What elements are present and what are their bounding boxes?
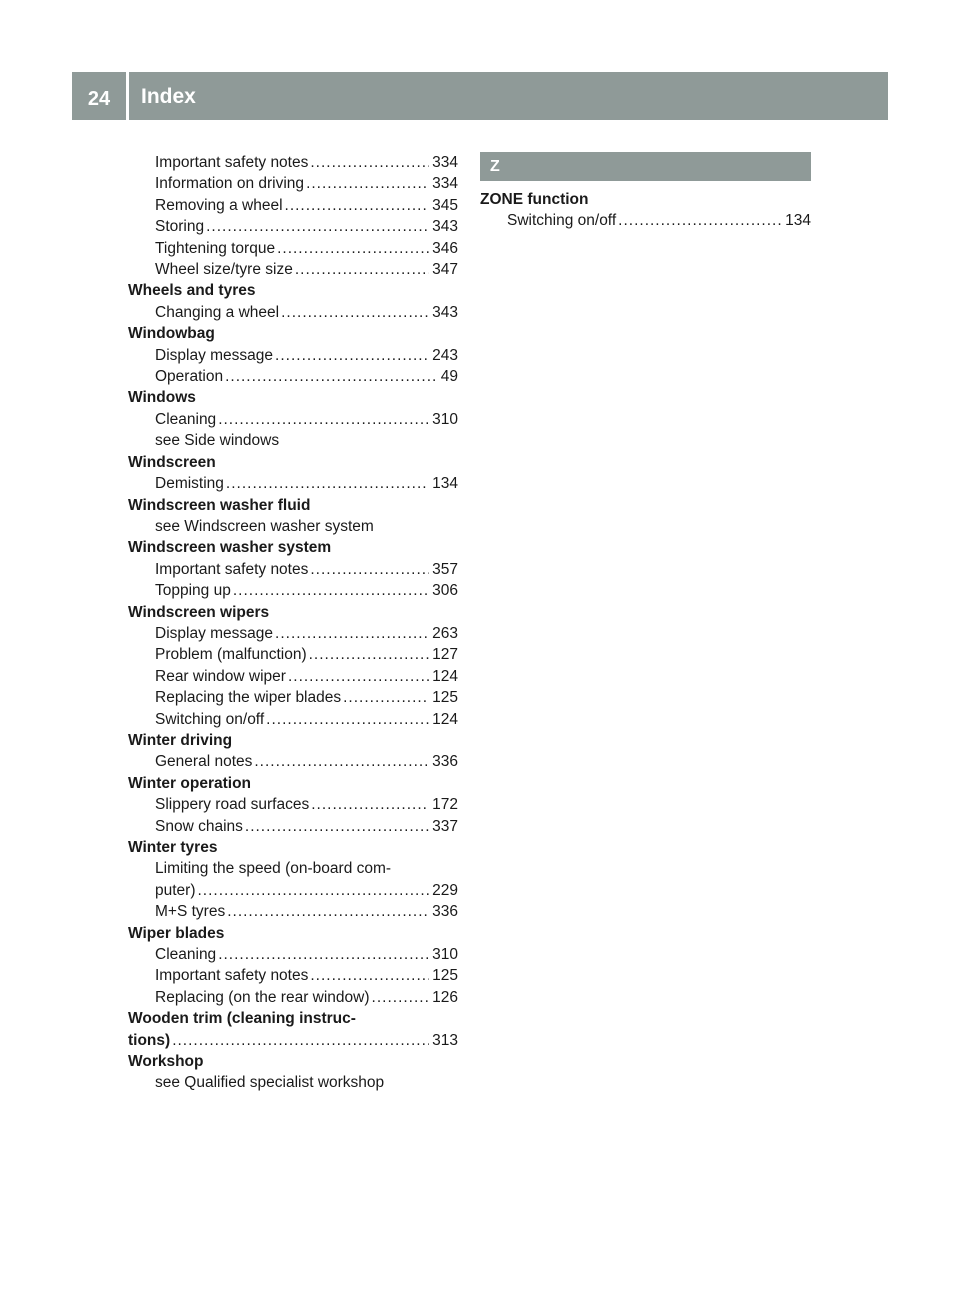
entry-label: Changing a wheel: [155, 303, 280, 321]
index-entry: [128, 409, 458, 430]
index-entry: [128, 473, 458, 494]
page-reference: 306: [432, 582, 458, 600]
entry-label: Rear window wiper: [155, 667, 286, 685]
page-reference: 343: [432, 218, 458, 236]
index-heading: Windscreen washer system: [128, 539, 332, 557]
dot-leader: [277, 238, 429, 259]
dot-leader: [288, 666, 429, 687]
dot-leader: [281, 302, 429, 323]
entry-label: Switching on/off: [507, 212, 617, 230]
index-entry: [128, 644, 458, 665]
index-entry: [128, 559, 458, 580]
dot-leader: [343, 687, 429, 708]
entry-label: Information on driving: [155, 175, 305, 193]
index-entry: [128, 238, 458, 259]
entry-label: puter): [155, 881, 196, 899]
dot-leader: [218, 944, 429, 965]
dot-leader: [233, 580, 429, 601]
index-entry: [128, 366, 458, 387]
entry-label: Operation: [155, 368, 224, 386]
page-reference: 229: [432, 881, 458, 899]
letter-heading-z: Z: [480, 152, 811, 181]
page-reference: 134: [432, 475, 458, 493]
index-heading: Wheels and tyres: [128, 282, 256, 300]
entry-label: Cleaning: [155, 410, 217, 428]
index-heading: Windscreen wipers: [128, 603, 270, 621]
dot-leader: [226, 473, 429, 494]
dot-leader: [372, 987, 430, 1008]
entry-label: Removing a wheel: [155, 196, 283, 214]
dot-leader: [218, 409, 429, 430]
index-entry: [128, 901, 458, 922]
index-entry: [128, 173, 458, 194]
page-reference: 126: [432, 988, 458, 1006]
entry-label: Snow chains: [155, 817, 243, 835]
index-heading: Wooden trim (cleaning instruc-: [128, 1010, 356, 1028]
page-reference: 334: [432, 175, 458, 193]
index-reference: see Windscreen washer system: [155, 517, 374, 535]
index-entry: [128, 687, 458, 708]
index-entry: [128, 816, 458, 837]
index-heading: Windscreen washer fluid: [128, 496, 311, 514]
dot-leader: [306, 173, 429, 194]
page-reference: 125: [432, 967, 458, 985]
index-entry: [128, 1030, 458, 1051]
entry-label: Display message: [155, 346, 274, 364]
entry-label: M+S tyres: [155, 903, 226, 921]
page-number: 24: [87, 87, 111, 110]
page-reference: 334: [432, 154, 458, 171]
index-heading: ZONE function: [480, 191, 589, 208]
page-reference: 49: [440, 368, 458, 386]
page-reference: 124: [432, 667, 458, 685]
dot-leader: [266, 709, 429, 730]
entry-label: Tightening torque: [155, 239, 276, 257]
index-entry: [128, 751, 458, 772]
dot-leader: [206, 216, 429, 237]
dot-leader: [295, 259, 429, 280]
section-title: Index: [141, 85, 196, 108]
index-entry: [128, 195, 458, 216]
page-reference: 346: [432, 239, 458, 257]
entry-label: Replacing the wiper blades: [155, 689, 342, 707]
page-reference: 347: [432, 261, 458, 279]
page-reference: 313: [432, 1031, 458, 1049]
entry-label: Replacing (on the rear window): [155, 988, 370, 1006]
page-reference: 336: [432, 903, 458, 921]
index-column-left: [128, 152, 458, 1094]
index-entry: [128, 623, 458, 644]
page-reference: 310: [432, 410, 458, 428]
index-heading: Wiper blades: [128, 924, 225, 942]
header-divider: [126, 72, 129, 120]
page-reference: 310: [432, 946, 458, 964]
page-reference: 127: [432, 646, 458, 664]
entry-label: Problem (malfunction): [155, 646, 307, 664]
dot-leader: [275, 623, 429, 644]
dot-leader: [275, 345, 429, 366]
entry-label: tions): [128, 1031, 171, 1049]
page-reference: 134: [785, 212, 811, 230]
dot-leader: [227, 901, 429, 922]
entry-label: Important safety notes: [155, 967, 309, 985]
dot-leader: [254, 751, 429, 772]
dot-leader: [310, 152, 429, 173]
dot-leader: [618, 210, 782, 231]
entry-label: Cleaning: [155, 946, 217, 964]
dot-leader: [245, 816, 429, 837]
index-entry: [128, 152, 458, 173]
index-heading: Workshop: [128, 1053, 204, 1071]
index-heading: Winter driving: [128, 731, 233, 749]
index-entry: [128, 944, 458, 965]
entry-label: Display message: [155, 624, 274, 642]
dot-leader: [285, 195, 430, 216]
page-reference: 172: [432, 796, 458, 814]
entry-label: Demisting: [155, 475, 224, 493]
index-reference: see Side windows: [155, 432, 280, 450]
page-reference: 336: [432, 753, 458, 771]
index-entry: [128, 216, 458, 237]
page-reference: 124: [432, 710, 458, 728]
page-reference: 345: [432, 196, 458, 214]
dot-leader: [309, 644, 430, 665]
index-heading: Windows: [128, 389, 196, 407]
page-reference: 343: [432, 303, 458, 321]
dot-leader: [310, 559, 429, 580]
index-heading: Windscreen: [128, 453, 216, 471]
dot-leader: [310, 965, 429, 986]
entry-label: Switching on/off: [155, 710, 265, 728]
page-reference: 263: [432, 624, 458, 642]
index-heading: Winter operation: [128, 774, 252, 792]
index-heading: Winter tyres: [128, 839, 218, 856]
page-reference: 243: [432, 346, 458, 364]
index-entry: [128, 709, 458, 730]
page-reference: 337: [432, 817, 458, 835]
index-reference: see Qualified specialist workshop: [155, 1074, 385, 1092]
entry-label: Important safety notes: [155, 154, 309, 171]
entry-label: Topping up: [155, 582, 231, 600]
index-entry: [128, 880, 458, 901]
dot-leader: [172, 1030, 429, 1051]
index-entry: [480, 210, 811, 231]
index-entry: [128, 794, 458, 815]
entry-label: General notes: [155, 753, 253, 771]
index-entry: [128, 965, 458, 986]
entry-label: Storing: [155, 218, 205, 236]
index-reference: Limiting the speed (on-board com-: [155, 860, 392, 878]
index-heading: Windowbag: [128, 325, 215, 343]
dot-leader: [225, 366, 438, 387]
dot-leader: [198, 880, 430, 901]
index-column-right: [480, 152, 811, 232]
dot-leader: [311, 794, 429, 815]
entry-label: Slippery road surfaces: [155, 796, 310, 814]
page-reference: 125: [432, 689, 458, 707]
page-reference: 357: [432, 560, 458, 578]
index-entry: [128, 580, 458, 601]
index-entry: [128, 259, 458, 280]
index-entry: [128, 302, 458, 323]
index-entry: [128, 987, 458, 1008]
index-entry: [128, 666, 458, 687]
entry-label: Wheel size/tyre size: [155, 261, 293, 279]
index-entry: [128, 345, 458, 366]
entry-label: Important safety notes: [155, 560, 309, 578]
